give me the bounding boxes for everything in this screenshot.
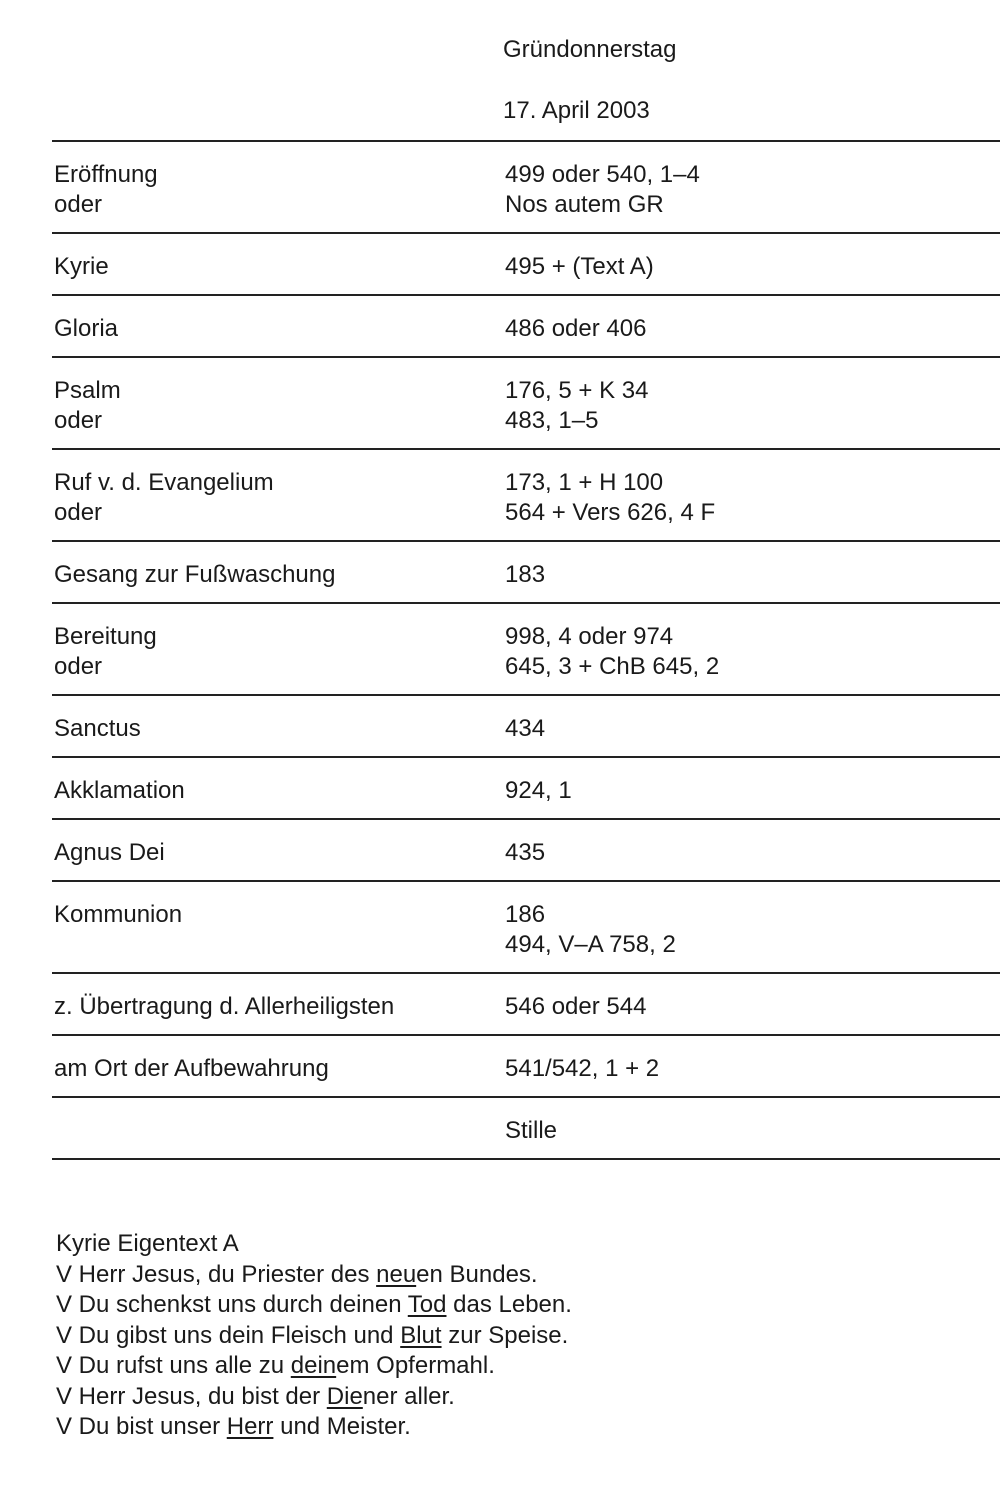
kyrie-line [56, 1382, 572, 1413]
kyrie-line [56, 1351, 572, 1382]
row-value-line: 183 [505, 561, 546, 588]
row-value [505, 992, 1000, 1022]
row-value-line: 495 + (Text A) [505, 253, 654, 280]
row-value-line: Stille [505, 1117, 558, 1144]
table-row [52, 1096, 1000, 1158]
row-label [52, 714, 505, 744]
row-value-line: 435 [505, 839, 546, 866]
row-label-line: Psalm [54, 377, 121, 404]
row-value [505, 314, 1000, 344]
row-value [505, 376, 1000, 436]
row-value-line: 924, 1 [505, 777, 572, 804]
row-value-line: 483, 1–5 [505, 407, 599, 434]
date: 17. April 2003 [503, 97, 650, 124]
row-value [505, 468, 1000, 528]
row-label-line: Gloria [54, 315, 119, 342]
row-value-line: 186 [505, 901, 546, 928]
underlined-word: Tod [407, 1291, 447, 1318]
row-value-line: Nos autem GR [505, 191, 664, 218]
kyrie-line [56, 1412, 572, 1443]
row-label-line: am Ort der Aufbewahrung [54, 1055, 329, 1082]
row-value [505, 622, 1000, 682]
page-title: Gründonnerstag [503, 36, 677, 63]
row-label [52, 900, 505, 960]
row-value [505, 714, 1000, 744]
row-label [52, 252, 505, 282]
row-label [52, 1116, 505, 1146]
row-value-line: 434 [505, 715, 546, 742]
row-label-line: Gesang zur Fußwaschung [54, 561, 336, 588]
kyrie-line [56, 1260, 572, 1291]
table-bottom-rule [52, 1158, 1000, 1160]
row-label-line: Bereitung [54, 623, 157, 650]
row-label-line: Kyrie [54, 253, 109, 280]
kyrie-title: Kyrie Eigentext A [56, 1230, 239, 1257]
row-value-line: 998, 4 oder 974 [505, 623, 674, 650]
row-value [505, 1054, 1000, 1084]
row-value [505, 900, 1000, 960]
table-row [52, 972, 1000, 1034]
row-label-line: Eröffnung [54, 161, 158, 188]
row-label-line: Kommunion [54, 901, 183, 928]
underlined-word: neu [376, 1260, 417, 1288]
kyrie-line-text: em Opfermahl. [336, 1352, 495, 1379]
kyrie-line [56, 1290, 572, 1321]
kyrie-line-text: V Du rufst uns alle zu [56, 1352, 291, 1379]
row-label-line: Ruf v. d. Evangelium [54, 469, 274, 496]
kyrie-line-text: V Herr Jesus, du bist der [56, 1382, 327, 1410]
row-value-line: 486 oder 406 [505, 315, 647, 342]
row-label [52, 992, 505, 1022]
kyrie-line-text: V Du gibst uns dein Fleisch und [56, 1321, 401, 1349]
schedule-table [52, 140, 1000, 1160]
underlined-word: dein [290, 1352, 337, 1379]
row-value [505, 560, 1000, 590]
kyrie-line-text: das Leben. [446, 1291, 572, 1318]
row-label [52, 838, 505, 868]
table-row [52, 140, 1000, 232]
row-label-line: z. Übertragung d. Allerheiligsten [54, 993, 395, 1020]
row-value [505, 160, 1000, 220]
table-row [52, 294, 1000, 356]
table-row [52, 880, 1000, 972]
underlined-word: Blut [400, 1321, 442, 1349]
row-label-line: Agnus Dei [54, 839, 165, 866]
row-value [505, 252, 1000, 282]
table-row [52, 1034, 1000, 1096]
row-label [52, 160, 505, 220]
table-row [52, 818, 1000, 880]
kyrie-line-text: V Herr Jesus, du Priester des [56, 1260, 377, 1288]
kyrie-line-text: V Du schenkst uns durch deinen [56, 1291, 408, 1318]
row-value-line: 541/542, 1 + 2 [505, 1055, 660, 1082]
row-value-line: 564 + Vers 626, 4 F [505, 499, 716, 526]
row-label-line: oder [54, 653, 103, 680]
row-value [505, 838, 1000, 868]
kyrie-text-block [56, 1229, 572, 1443]
kyrie-line-text: zur Speise. [441, 1321, 569, 1349]
row-value [505, 1116, 1000, 1146]
kyrie-line-text: und Meister. [273, 1413, 411, 1440]
row-label [52, 468, 505, 528]
kyrie-line [56, 1321, 572, 1352]
table-row [52, 356, 1000, 448]
row-label-line: Akklamation [54, 777, 185, 804]
kyrie-line-text: ner aller. [362, 1382, 455, 1410]
row-value [505, 776, 1000, 806]
row-label-line: oder [54, 407, 103, 434]
row-label [52, 776, 505, 806]
table-row [52, 694, 1000, 756]
table-row [52, 756, 1000, 818]
table-row [52, 448, 1000, 540]
row-label [52, 1054, 505, 1084]
row-value-line: 176, 5 + K 34 [505, 377, 649, 404]
row-label-line: oder [54, 191, 103, 218]
kyrie-line-text: V Du bist unser [56, 1413, 227, 1440]
row-label-line: oder [54, 499, 103, 526]
table-row [52, 602, 1000, 694]
row-value-line: 173, 1 + H 100 [505, 469, 664, 496]
row-label [52, 314, 505, 344]
kyrie-lines [56, 1260, 572, 1443]
row-value-line: 546 oder 544 [505, 993, 647, 1020]
table-row [52, 232, 1000, 294]
underlined-word: Die [326, 1382, 363, 1410]
kyrie-line-text: en Bundes. [416, 1260, 538, 1288]
table-row [52, 540, 1000, 602]
row-label [52, 560, 505, 590]
row-value-line: 499 oder 540, 1–4 [505, 161, 700, 188]
row-label-line: Sanctus [54, 715, 141, 742]
row-label [52, 376, 505, 436]
row-value-line: 494, V–A 758, 2 [505, 931, 676, 958]
underlined-word: Herr [226, 1413, 274, 1440]
row-value-line: 645, 3 + ChB 645, 2 [505, 653, 720, 680]
row-label [52, 622, 505, 682]
